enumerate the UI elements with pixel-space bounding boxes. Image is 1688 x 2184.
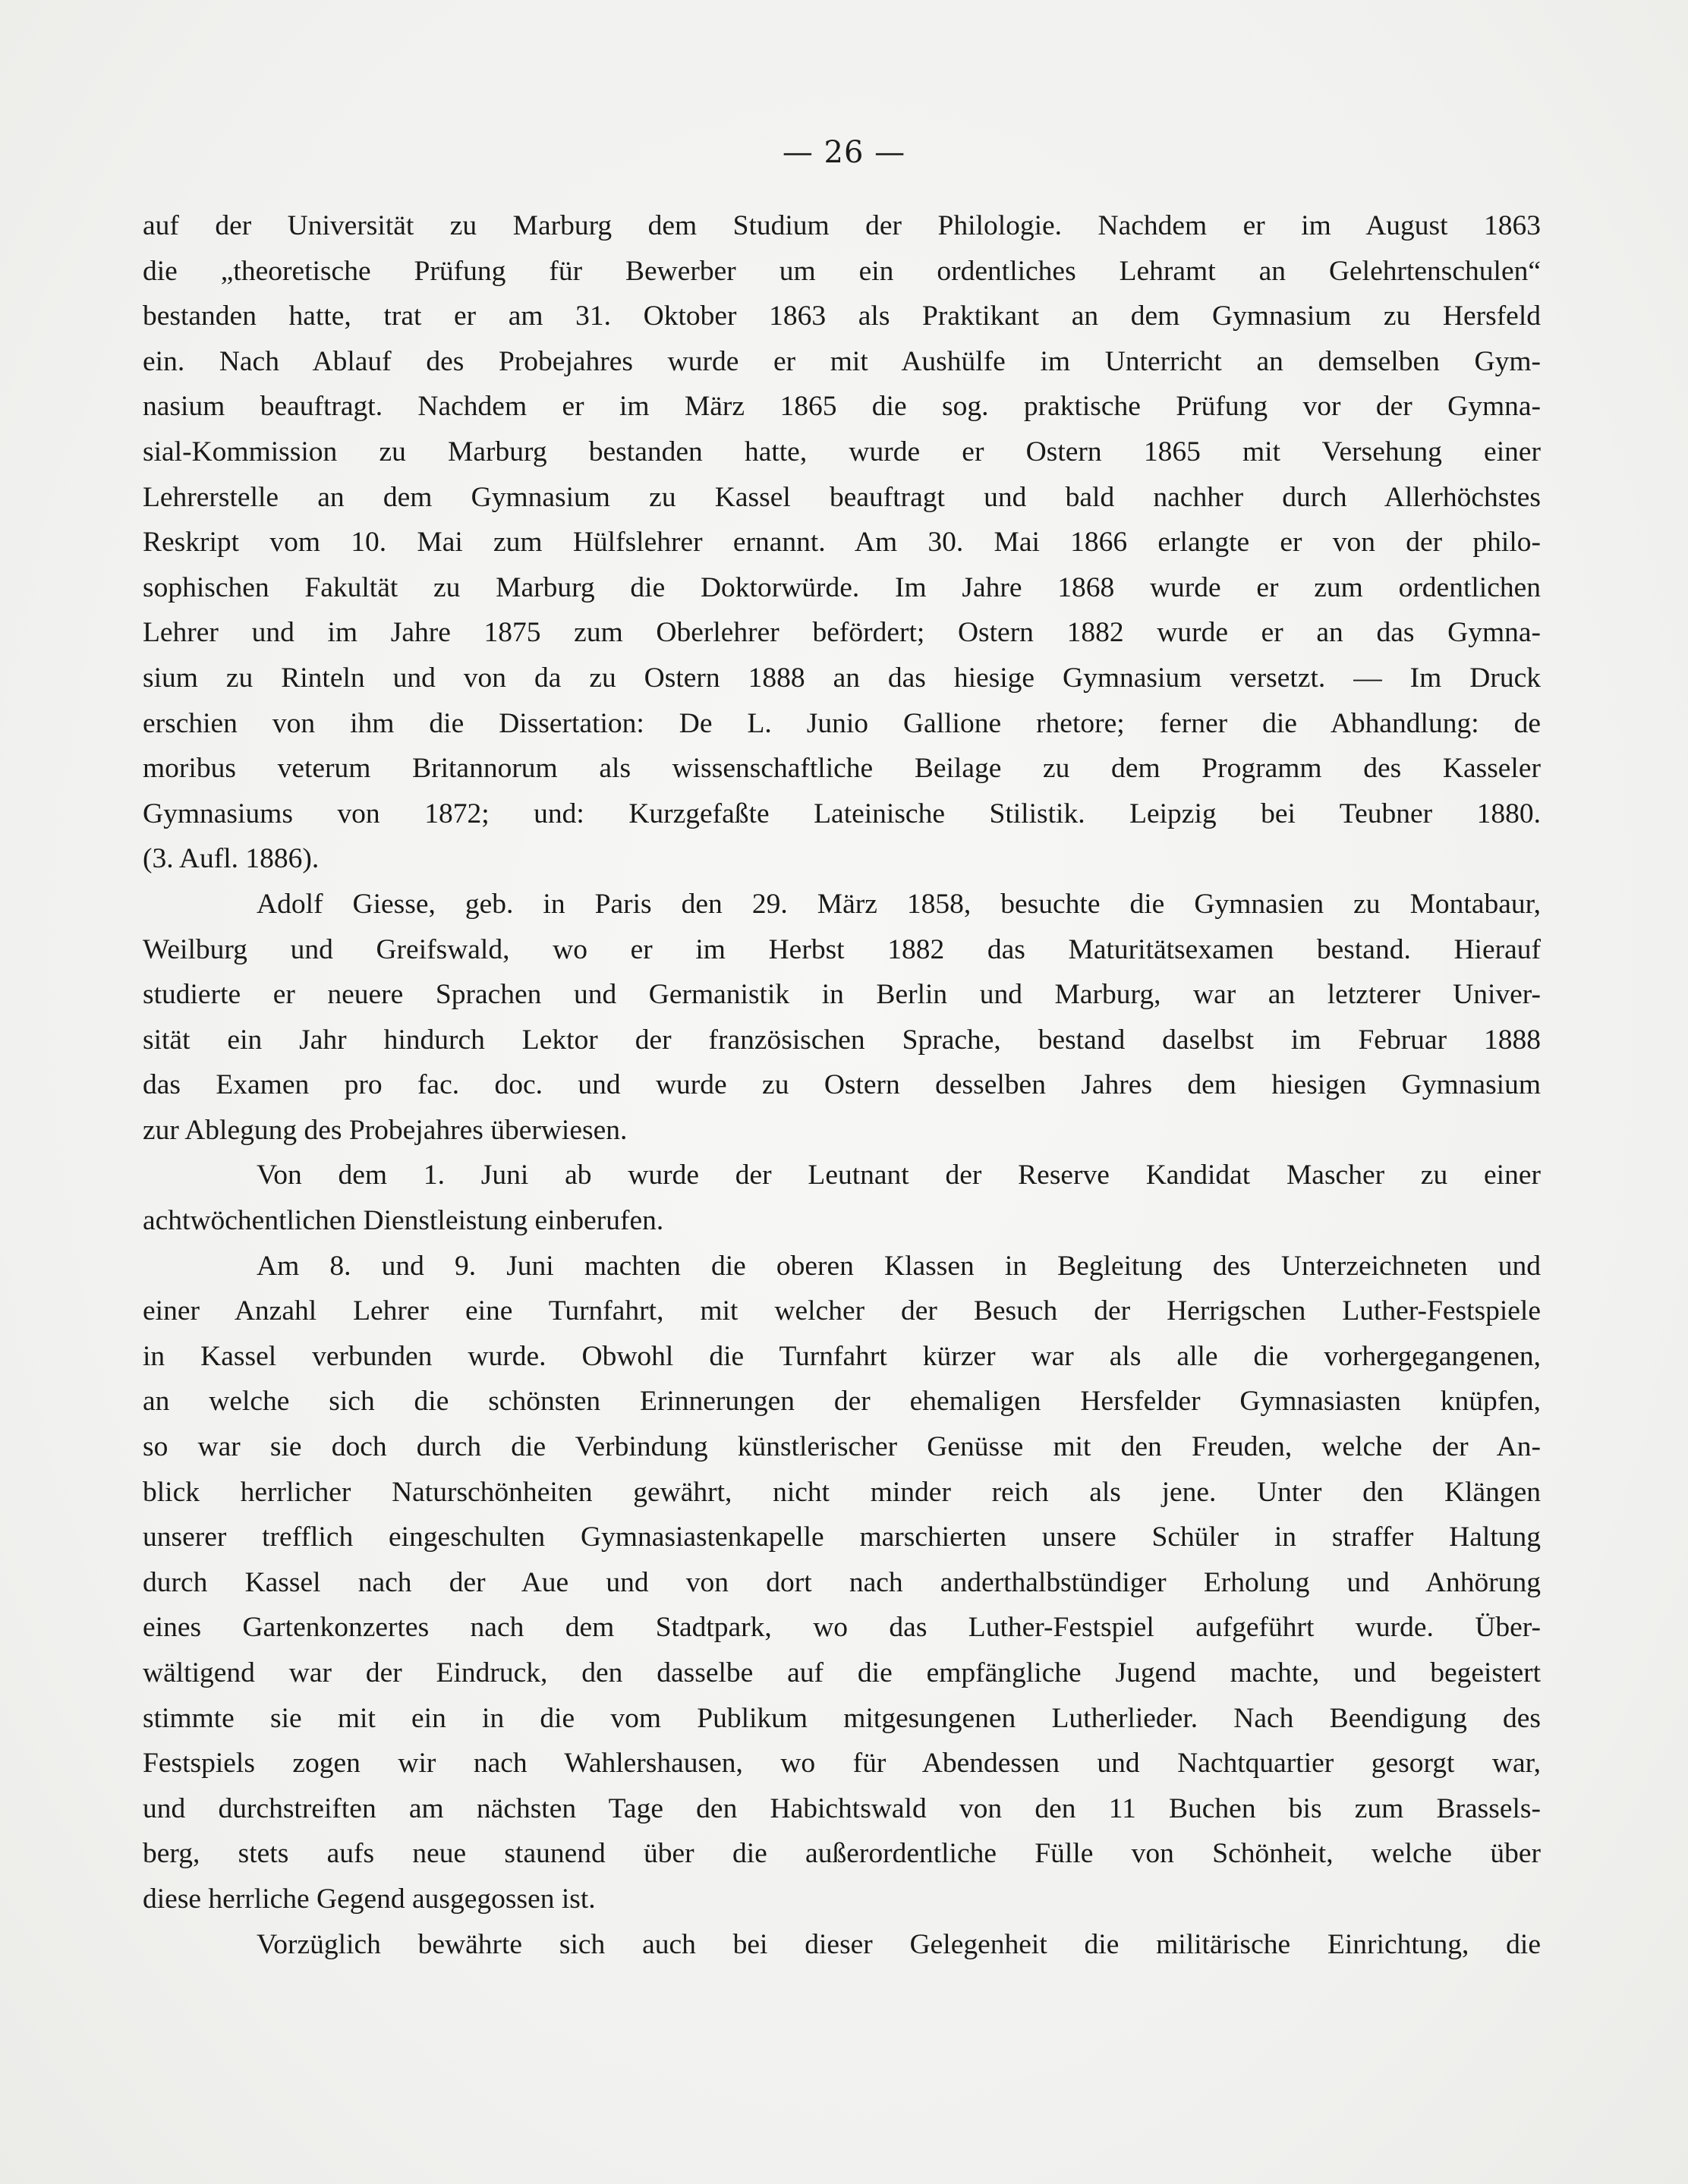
text-line: Lehrerstelle an dem Gymnasium zu Kassel beauftragt und bald nachher durch Allerhöchstes	[143, 481, 1541, 513]
page-number: — 26 —	[782, 135, 906, 170]
text-line: Reskript vom 10. Mai zum Hülfslehrer ernannt. Am 30. Mai 1866 erlangte er von der philo-	[143, 527, 1541, 559]
text-line: achtwöchentlichen Dienstleistung einberufen.	[143, 1205, 664, 1237]
text-line: eines Gartenkonzertes nach dem Stadtpark, wo das Luther-Festspiel aufgeführt wurde. Über-	[143, 1612, 1541, 1644]
text-line: unserer trefflich eingeschulten Gymnasiastenkapelle marschierten unsere Schüler in straffer Haltung	[143, 1522, 1541, 1553]
text-line: wältigend war der Eindruck, den dasselbe auf die empfängliche Jugend machte, und begeistert	[143, 1657, 1541, 1688]
text-line: die „theoretische Prüfung für Bewerber um ein ordentliches Lehramt an Gelehrtenschulen“	[143, 255, 1541, 287]
text-line: nasium beauftragt. Nachdem er im März 1865 die sog. praktische Prüfung vor der Gymna-	[143, 391, 1541, 423]
text-line: studierte er neuere Sprachen und Germanistik in Berlin und Marburg, war an letzterer Univer-	[143, 979, 1541, 1011]
text-line: auf der Universität zu Marburg dem Studium der Philologie. Nachdem er im August 1863	[143, 210, 1541, 241]
text-line: bestanden hatte, trat er am 31. Oktober 1863 als Praktikant an dem Gymnasium zu Hersfeld	[143, 301, 1541, 332]
text-line: Weilburg und Greifswald, wo er im Herbst 1882 das Maturitätsexamen bestand. Hierauf	[143, 933, 1541, 965]
text-line: durch Kassel nach der Aue und von dort nach anderthalbstündiger Erholung und Anhörung	[143, 1566, 1541, 1598]
text-line: ein. Nach Ablauf des Probejahres wurde er mit Aushülfe im Unterricht an demselben Gym-	[143, 345, 1541, 377]
text-line: zur Ablegung des Probejahres überwiesen.	[143, 1114, 628, 1146]
text-line: erschien von ihm die Dissertation: De L. Junio Gallione rhetore; ferner die Abhandlung: de	[143, 707, 1541, 739]
text-line: (3. Aufl. 1886).	[143, 843, 320, 875]
text-line: so war sie doch durch die Verbindung künstlerischer Genüsse mit den Freuden, welche der An-	[143, 1431, 1541, 1463]
text-line: blick herrlicher Naturschönheiten gewährt, nicht minder reich als jene. Unter den Klängen	[143, 1476, 1541, 1508]
text-line: in Kassel verbunden wurde. Obwohl die Turnfahrt kürzer war als alle die vorhergegangenen,	[143, 1340, 1541, 1372]
text-line: und durchstreiften am nächsten Tage den Habichtswald von den 11 Buchen bis zum Brassels-	[143, 1792, 1541, 1824]
text-line: Gymnasiums von 1872; und: Kurzgefaßte Lateinische Stilistik. Leipzig bei Teubner 1880.	[143, 798, 1541, 829]
text-line: moribus veterum Britannorum als wissenschaftliche Beilage zu dem Programm des Kasseler	[143, 753, 1541, 785]
text-line: berg, stets aufs neue staunend über die außerordentliche Fülle von Schönheit, welche über	[143, 1838, 1541, 1870]
body-text	[143, 203, 1541, 1967]
text-line: sität ein Jahr hindurch Lektor der französischen Sprache, bestand daselbst im Februar 1888	[143, 1024, 1541, 1056]
text-line: sophischen Fakultät zu Marburg die Doktorwürde. Im Jahre 1868 wurde er zum ordentlichen	[143, 571, 1541, 603]
text-line: sium zu Rinteln und von da zu Ostern 1888 an das hiesige Gymnasium versetzt. — Im Druck	[143, 662, 1541, 694]
text-line: Am 8. und 9. Juni machten die oberen Klassen in Begleitung des Unterzeichneten und	[257, 1250, 1541, 1282]
text-line: Festspiels zogen wir nach Wahlershausen, wo für Abendessen und Nachtquartier gesorgt war,	[143, 1748, 1541, 1780]
text-line: Von dem 1. Juni ab wurde der Leutnant der Reserve Kandidat Mascher zu einer	[257, 1160, 1541, 1191]
text-line: Vorzüglich bewährte sich auch bei dieser Gelegenheit die militärische Einrichtung, die	[257, 1928, 1541, 1960]
text-line: an welche sich die schönsten Erinnerungen der ehemaligen Hersfelder Gymnasiasten knüpfen,	[143, 1386, 1541, 1418]
text-line: das Examen pro fac. doc. und wurde zu Ostern desselben Jahres dem hiesigen Gymnasium	[143, 1069, 1541, 1101]
text-line: sial-Kommission zu Marburg bestanden hatte, wurde er Ostern 1865 mit Versehung einer	[143, 436, 1541, 467]
text-line: Adolf Giesse, geb. in Paris den 29. März 1858, besuchte die Gymnasien zu Montabaur,	[257, 888, 1541, 920]
text-line: Lehrer und im Jahre 1875 zum Oberlehrer befördert; Ostern 1882 wurde er an das Gymna-	[143, 617, 1541, 649]
text-line: stimmte sie mit ein in die vom Publikum mitgesungenen Lutherlieder. Nach Beendigung des	[143, 1702, 1541, 1734]
text-line: diese herrliche Gegend ausgegossen ist.	[143, 1883, 596, 1915]
text-line: einer Anzahl Lehrer eine Turnfahrt, mit welcher der Besuch der Herrigschen Luther-Festspiele	[143, 1295, 1541, 1327]
